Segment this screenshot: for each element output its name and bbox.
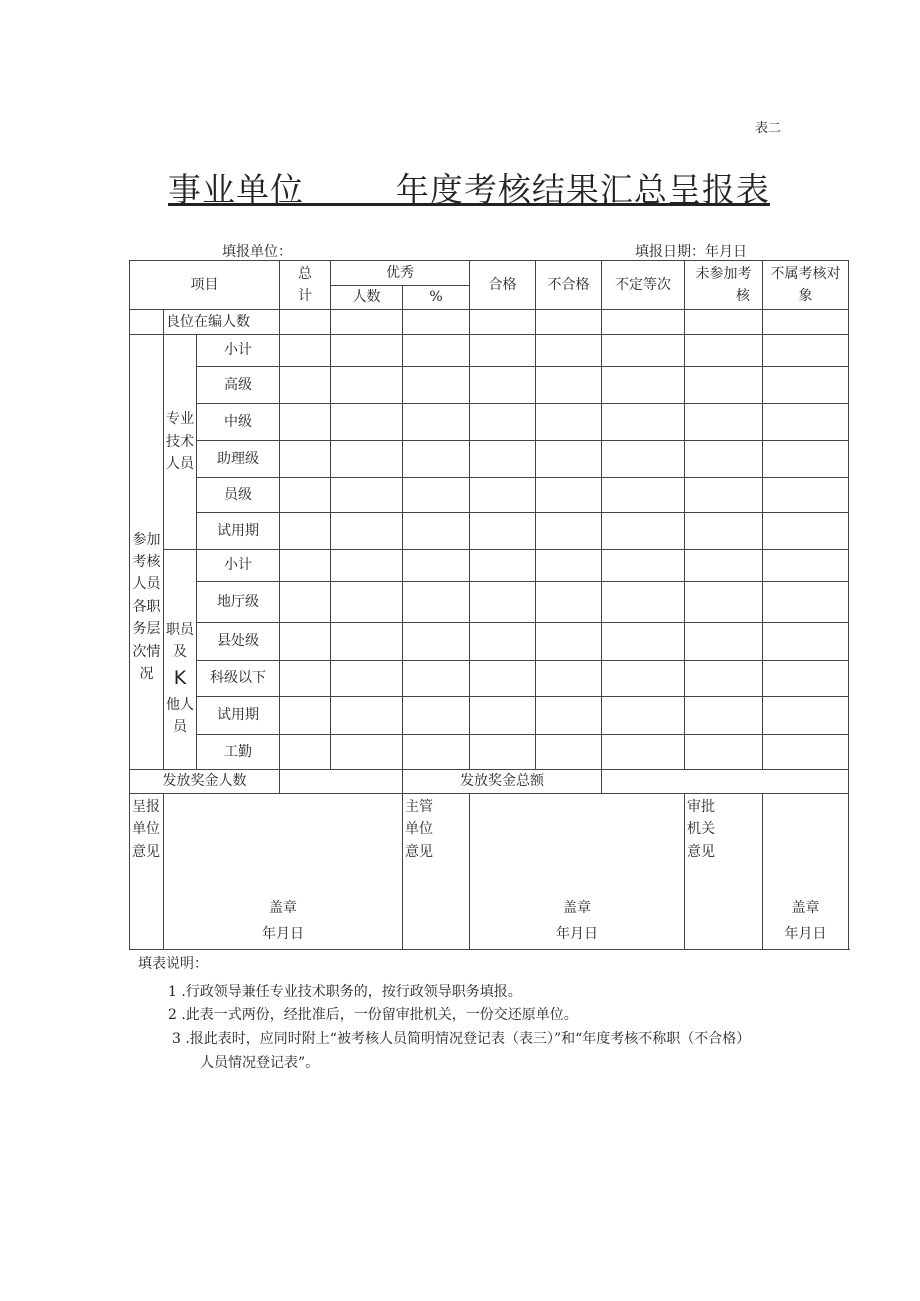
data-cell[interactable] (331, 335, 403, 367)
row-label: 中级 (197, 404, 280, 441)
data-cell[interactable] (536, 513, 602, 550)
row-label: 员级 (197, 478, 280, 513)
data-cell[interactable] (536, 404, 602, 441)
note-3: 3 .报此表时，应同时附上“被考核人员简明情况登记表（表三）”和“年度考核不称职（不合格） 人员情况登记表”。 (172, 1031, 751, 1071)
data-cell[interactable] (331, 582, 403, 623)
data-cell[interactable] (331, 441, 403, 478)
data-cell[interactable] (403, 478, 470, 513)
data-cell[interactable] (536, 335, 602, 367)
data-cell[interactable] (602, 735, 685, 770)
row-label: 高级 (197, 367, 280, 404)
data-cell[interactable] (536, 310, 602, 335)
data-cell[interactable] (470, 478, 536, 513)
data-cell[interactable] (280, 661, 331, 697)
data-cell[interactable] (536, 697, 602, 735)
data-cell[interactable] (280, 441, 331, 478)
data-cell[interactable] (280, 367, 331, 404)
stamp-label: 盖章 (563, 899, 592, 916)
data-cell[interactable] (280, 478, 331, 513)
data-cell[interactable] (536, 441, 602, 478)
data-cell[interactable] (470, 335, 536, 367)
pro-group-label: 专业 技术 人员 (164, 335, 197, 550)
data-cell[interactable] (685, 513, 763, 550)
data-cell[interactable] (470, 367, 536, 404)
data-cell[interactable] (403, 441, 470, 478)
data-cell[interactable] (331, 404, 403, 441)
table-row (130, 404, 849, 441)
submit-opinion-area[interactable] (164, 794, 403, 950)
stamp-label: 盖章 (791, 899, 820, 916)
data-cell[interactable] (331, 367, 403, 404)
data-cell[interactable] (280, 310, 331, 335)
date-label: 年月日 (556, 925, 599, 942)
header-excellent: 优秀 (331, 261, 470, 286)
row-label: 地厅级 (197, 582, 280, 623)
table-row (130, 335, 849, 367)
data-cell[interactable] (470, 513, 536, 550)
data-cell[interactable] (280, 513, 331, 550)
row-label: 小计 (197, 550, 280, 582)
data-cell[interactable] (763, 697, 849, 735)
data-cell[interactable] (470, 550, 536, 582)
bonus-amount-value[interactable] (602, 770, 849, 794)
header-percent: % (403, 286, 470, 310)
data-cell[interactable] (536, 735, 602, 770)
data-cell[interactable] (470, 661, 536, 697)
table-row (130, 550, 849, 582)
data-cell[interactable] (763, 735, 849, 770)
data-cell[interactable] (763, 582, 849, 623)
table-row (130, 367, 849, 404)
data-cell[interactable] (536, 623, 602, 661)
data-cell[interactable] (602, 441, 685, 478)
data-cell[interactable] (536, 550, 602, 582)
data-cell[interactable] (280, 404, 331, 441)
data-cell[interactable] (403, 582, 470, 623)
table-row (130, 513, 849, 550)
data-cell[interactable] (280, 623, 331, 661)
data-cell[interactable] (602, 582, 685, 623)
data-cell[interactable] (602, 478, 685, 513)
header-total: 总 计 (280, 261, 331, 310)
row-label-staffed: 良位在编人数 (164, 310, 280, 335)
data-cell[interactable] (602, 661, 685, 697)
row-label: 县处级 (197, 623, 280, 661)
header-unqualified: 不合格 (536, 261, 602, 310)
data-cell[interactable] (470, 404, 536, 441)
data-cell[interactable] (331, 513, 403, 550)
data-cell[interactable] (602, 550, 685, 582)
data-cell[interactable] (403, 697, 470, 735)
data-cell[interactable] (685, 623, 763, 661)
data-cell[interactable] (331, 310, 403, 335)
data-cell[interactable] (763, 404, 849, 441)
data-cell[interactable] (763, 310, 849, 335)
data-cell[interactable] (536, 478, 602, 513)
data-cell[interactable] (331, 697, 403, 735)
data-cell[interactable] (763, 441, 849, 478)
data-cell[interactable] (470, 441, 536, 478)
header-people: 人数 (331, 286, 403, 310)
fill-unit-label: 填报单位： (222, 244, 292, 260)
data-cell[interactable] (763, 513, 849, 550)
table-row (130, 735, 849, 770)
date-label: 年月日 (262, 925, 305, 942)
data-cell[interactable] (685, 441, 763, 478)
summary-table (129, 260, 849, 950)
row-label: 科级以下 (197, 661, 280, 697)
stamp-label: 盖章 (269, 899, 298, 916)
participants-group-label: 参加 考核 人员 各职 务层 次情 况 (130, 335, 164, 770)
data-cell[interactable] (536, 582, 602, 623)
bonus-people-label: 发放奖金人数 (130, 770, 280, 794)
notes-title: 填表说明： (138, 956, 208, 972)
data-cell[interactable] (403, 335, 470, 367)
note-1: 1 .行政领导兼任专业技术职务的，按行政领导职务填报。 (168, 984, 522, 1000)
data-cell[interactable] (602, 335, 685, 367)
data-cell[interactable] (280, 735, 331, 770)
data-cell[interactable] (602, 623, 685, 661)
data-cell[interactable] (763, 661, 849, 697)
approval-opinion-area[interactable] (763, 794, 849, 950)
data-cell[interactable] (685, 310, 763, 335)
data-cell[interactable] (763, 623, 849, 661)
fill-date-label: 填报日期：年月日 (635, 244, 747, 260)
row-label: 助理级 (197, 441, 280, 478)
data-cell[interactable] (685, 697, 763, 735)
approval-opinion-label: 审批 机关 意见 (685, 794, 763, 950)
data-cell[interactable] (685, 478, 763, 513)
row-label: 小计 (197, 335, 280, 367)
empty-cell (130, 310, 164, 335)
data-cell[interactable] (403, 367, 470, 404)
header-undetermined: 不定等次 (602, 261, 685, 310)
data-cell[interactable] (602, 310, 685, 335)
data-cell[interactable] (685, 335, 763, 367)
bonus-amount-label: 发放奖金总额 (403, 770, 602, 794)
header-qualified: 合格 (470, 261, 536, 310)
data-cell[interactable] (685, 367, 763, 404)
data-cell[interactable] (470, 697, 536, 735)
data-cell[interactable] (331, 735, 403, 770)
data-cell[interactable] (331, 478, 403, 513)
bonus-people-value[interactable] (280, 770, 403, 794)
data-cell[interactable] (403, 623, 470, 661)
data-cell[interactable] (403, 404, 470, 441)
data-cell[interactable] (331, 623, 403, 661)
data-cell[interactable] (685, 404, 763, 441)
table-row (130, 661, 849, 697)
data-cell[interactable] (685, 582, 763, 623)
table-row (130, 697, 849, 735)
data-cell[interactable] (685, 661, 763, 697)
table-row (130, 478, 849, 513)
data-cell[interactable] (685, 550, 763, 582)
data-cell[interactable] (536, 367, 602, 404)
data-cell[interactable] (602, 367, 685, 404)
data-cell[interactable] (280, 697, 331, 735)
data-cell[interactable] (331, 550, 403, 582)
data-cell[interactable] (470, 623, 536, 661)
data-cell[interactable] (280, 550, 331, 582)
data-cell[interactable] (536, 661, 602, 697)
date-label: 年月日 (784, 925, 827, 942)
data-cell[interactable] (403, 735, 470, 770)
data-cell[interactable] (470, 735, 536, 770)
table-row (130, 623, 849, 661)
submit-opinion-label: 呈报 单位 意见 (130, 794, 164, 950)
header-item: 项目 (130, 261, 280, 310)
table-label: 表二 (755, 121, 782, 136)
data-cell[interactable] (763, 478, 849, 513)
header-not-participated: 未参加考 核 (685, 261, 763, 310)
data-cell[interactable] (280, 582, 331, 623)
row-label: 试用期 (197, 513, 280, 550)
row-label: 试用期 (197, 697, 280, 735)
page-title: 事业单位 年度考核结果汇总呈报表 (168, 170, 770, 209)
table-row (130, 441, 849, 478)
data-cell[interactable] (602, 513, 685, 550)
data-cell[interactable] (280, 335, 331, 367)
data-cell[interactable] (763, 367, 849, 404)
data-cell[interactable] (403, 310, 470, 335)
data-cell[interactable] (763, 335, 849, 367)
data-cell[interactable] (763, 550, 849, 582)
supervisor-opinion-label: 主管 单位 意见 (403, 794, 470, 950)
row-label: 工勤 (197, 735, 280, 770)
data-cell[interactable] (602, 697, 685, 735)
data-cell[interactable] (403, 513, 470, 550)
staff-group-label: 职员 及 K 他人 员 (164, 550, 197, 770)
header-not-subject: 不属考核对 象 (763, 261, 849, 310)
supervisor-opinion-area[interactable] (470, 794, 685, 950)
data-cell[interactable] (331, 661, 403, 697)
data-cell[interactable] (470, 310, 536, 335)
data-cell[interactable] (602, 404, 685, 441)
data-cell[interactable] (403, 661, 470, 697)
data-cell[interactable] (403, 550, 470, 582)
data-cell[interactable] (470, 582, 536, 623)
data-cell[interactable] (685, 735, 763, 770)
note-2: 2 .此表一式两份，经批准后，一份留审批机关，一份交还原单位。 (168, 1007, 578, 1023)
table-row (130, 582, 849, 623)
